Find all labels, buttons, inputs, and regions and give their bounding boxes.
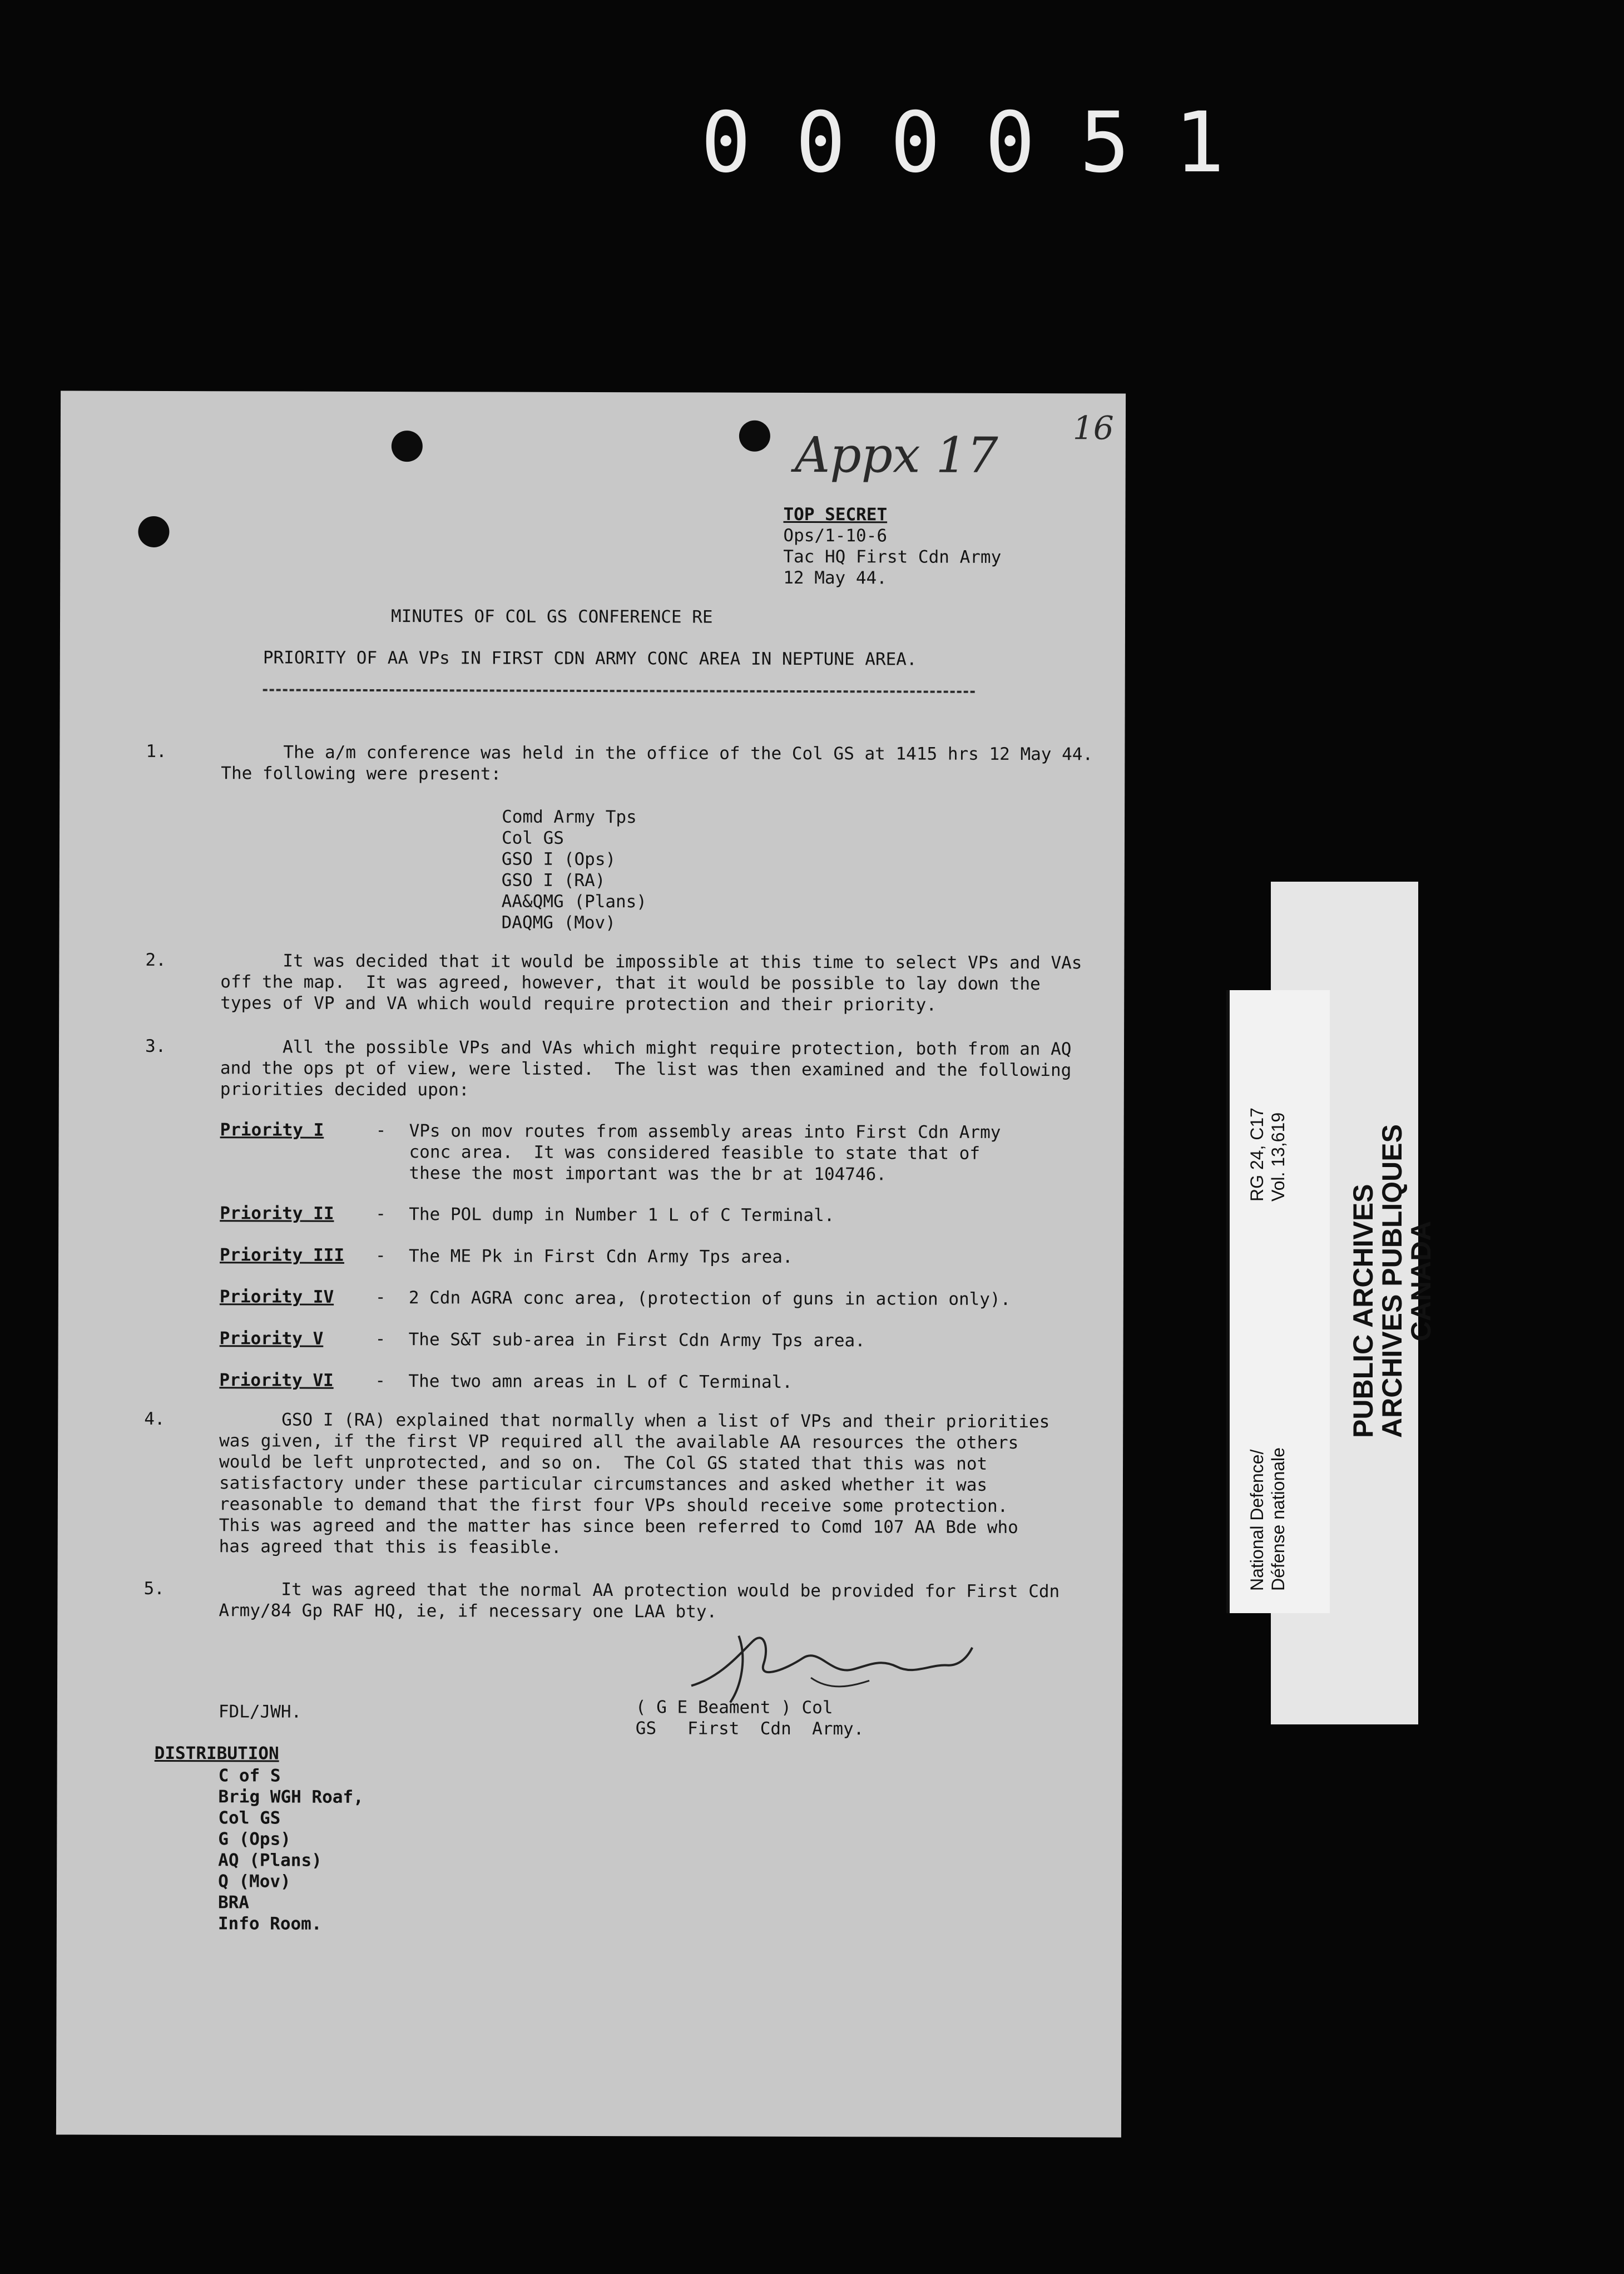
archive-name-english: PUBLIC ARCHIVES <box>1348 1184 1379 1438</box>
department-block <box>1246 1447 1289 1591</box>
archive-country: CANADA <box>1405 1220 1437 1342</box>
recipient: Info Room. <box>217 1914 322 1934</box>
paragraph-3: All the possible VPs and VAs which might require protection, both from an AQ and the ops pt of view, were listed. The list was then examined and the following priorities decided upon: <box>220 1037 1072 1100</box>
priority-label: Priority VI <box>219 1370 334 1391</box>
priority-dash: - <box>375 1245 386 1266</box>
recipient: Q (Mov) <box>218 1871 291 1892</box>
recipient: Brig WGH Roaf, <box>218 1787 364 1807</box>
paragraph-2: It was decided that it would be impossible at this time to select VPs and VAs off the map. It was agreed, however, that it would be possible to lay down the types of VP and VA which would require protection and their priority. <box>220 951 1082 1015</box>
paragraph-4: GSO I (RA) explained that normally when a list of VPs and their priorities was given, if the first VP required all the available AA resources the others would be left unprotected, and so on. The Col GS stated that this was not satisfactory under these particular circumstances and asked whether it was reasonable to demand that the first four VPs should receive some protection. This was agreed and the matter has since been referred to Comd 107 AA Bde who has agreed that this is feasible. <box>219 1410 1050 1558</box>
priority-dash: - <box>375 1328 386 1349</box>
title-line-1: MINUTES OF COL GS CONFERENCE RE <box>391 606 713 627</box>
paragraph-number: 3. <box>145 1036 166 1056</box>
recipient: G (Ops) <box>218 1829 291 1850</box>
paragraph-number: 4. <box>144 1408 165 1429</box>
punch-hole <box>739 421 770 452</box>
document-date: 12 May 44. <box>783 567 887 589</box>
paragraph-1: The a/m conference was held in the office of the Col GS at 1415 hrs 12 May 44. The following were present: <box>221 742 1093 784</box>
document-page <box>56 390 1126 2137</box>
priority-dash: - <box>375 1203 386 1224</box>
record-group: RG 24, C17 <box>1247 1108 1267 1202</box>
priority-dash: - <box>375 1370 386 1391</box>
priority-dash: - <box>375 1287 386 1308</box>
handwritten-signature <box>686 1624 975 1708</box>
title-line-2: PRIORITY OF AA VPs IN FIRST CDN ARMY CONC AREA IN NEPTUNE AREA. <box>263 647 917 670</box>
origin: Tac HQ First Cdn Army <box>783 546 1002 567</box>
priority-label: Priority II <box>220 1203 334 1224</box>
paragraph-number: 2. <box>145 950 166 970</box>
paragraph-number: 5. <box>143 1578 165 1599</box>
volume: Vol. 13,619 <box>1268 1112 1288 1202</box>
priority-label: Priority V <box>219 1328 324 1349</box>
handwritten-page-number: 16 <box>1072 409 1114 447</box>
classification: TOP SECRET <box>783 504 888 525</box>
attendee: GSO I (Ops) <box>501 849 616 870</box>
signature-title: GS First Cdn Army. <box>635 1718 864 1739</box>
paragraph-5: It was agreed that the normal AA protection would be provided for First Cdn Army/84 Gp RAF HQ, ie, if necessary one LAA bty. <box>219 1579 1060 1622</box>
separator-rule <box>263 689 975 693</box>
priority-label: Priority I <box>220 1120 324 1140</box>
priority-label: Priority IV <box>219 1287 334 1307</box>
microfilm-frame-number: 000051 <box>701 95 1269 191</box>
attendee: GSO I (RA) <box>501 870 606 891</box>
attendee: AA&QMG (Plans) <box>501 891 647 912</box>
priority-label: Priority III <box>219 1245 345 1265</box>
punch-hole <box>392 431 423 462</box>
punch-hole <box>138 516 169 547</box>
priority-text: The POL dump in Number 1 L of C Terminal. <box>409 1204 835 1226</box>
record-group-block <box>1246 1108 1289 1202</box>
distribution-heading: DISTRIBUTION <box>154 1743 279 1764</box>
archive-name-french: ARCHIVES PUBLIQUES <box>1377 1124 1408 1438</box>
department-english: National Defence/ <box>1247 1449 1267 1591</box>
department-french: Défense nationale <box>1268 1447 1288 1591</box>
archive-label <box>1226 990 1330 1613</box>
attendee: Comd Army Tps <box>502 807 637 828</box>
priority-text: The two amn areas in L of C Terminal. <box>408 1371 793 1392</box>
recipient: AQ (Plans) <box>218 1850 322 1871</box>
file-reference: Ops/1-10-6 <box>783 525 888 546</box>
priority-text: 2 Cdn AGRA conc area, (protection of guns in action only). <box>408 1288 1011 1309</box>
paragraph-number: 1. <box>146 741 167 762</box>
recipient: C of S <box>218 1766 281 1786</box>
attendee: DAQMG (Mov) <box>501 912 616 933</box>
recipient: BRA <box>217 1892 250 1913</box>
priority-dash: - <box>375 1120 387 1141</box>
handwritten-appendix-mark: Appx 17 <box>794 426 998 484</box>
signature-name: ( G E Beament ) Col <box>635 1697 833 1718</box>
archive-name-block <box>1349 1124 1435 1438</box>
recipient: Col GS <box>218 1808 281 1828</box>
typist-initials: FDL/JWH. <box>218 1702 302 1722</box>
priority-text: VPs on mov routes from assembly areas into First Cdn Army conc area. It was considered feasible to state that of these the most important was the br at 104746. <box>409 1121 1001 1185</box>
attendee: Col GS <box>501 828 565 848</box>
priority-text: The ME Pk in First Cdn Army Tps area. <box>408 1246 793 1267</box>
priority-text: The S&T sub-area in First Cdn Army Tps area. <box>408 1329 865 1351</box>
